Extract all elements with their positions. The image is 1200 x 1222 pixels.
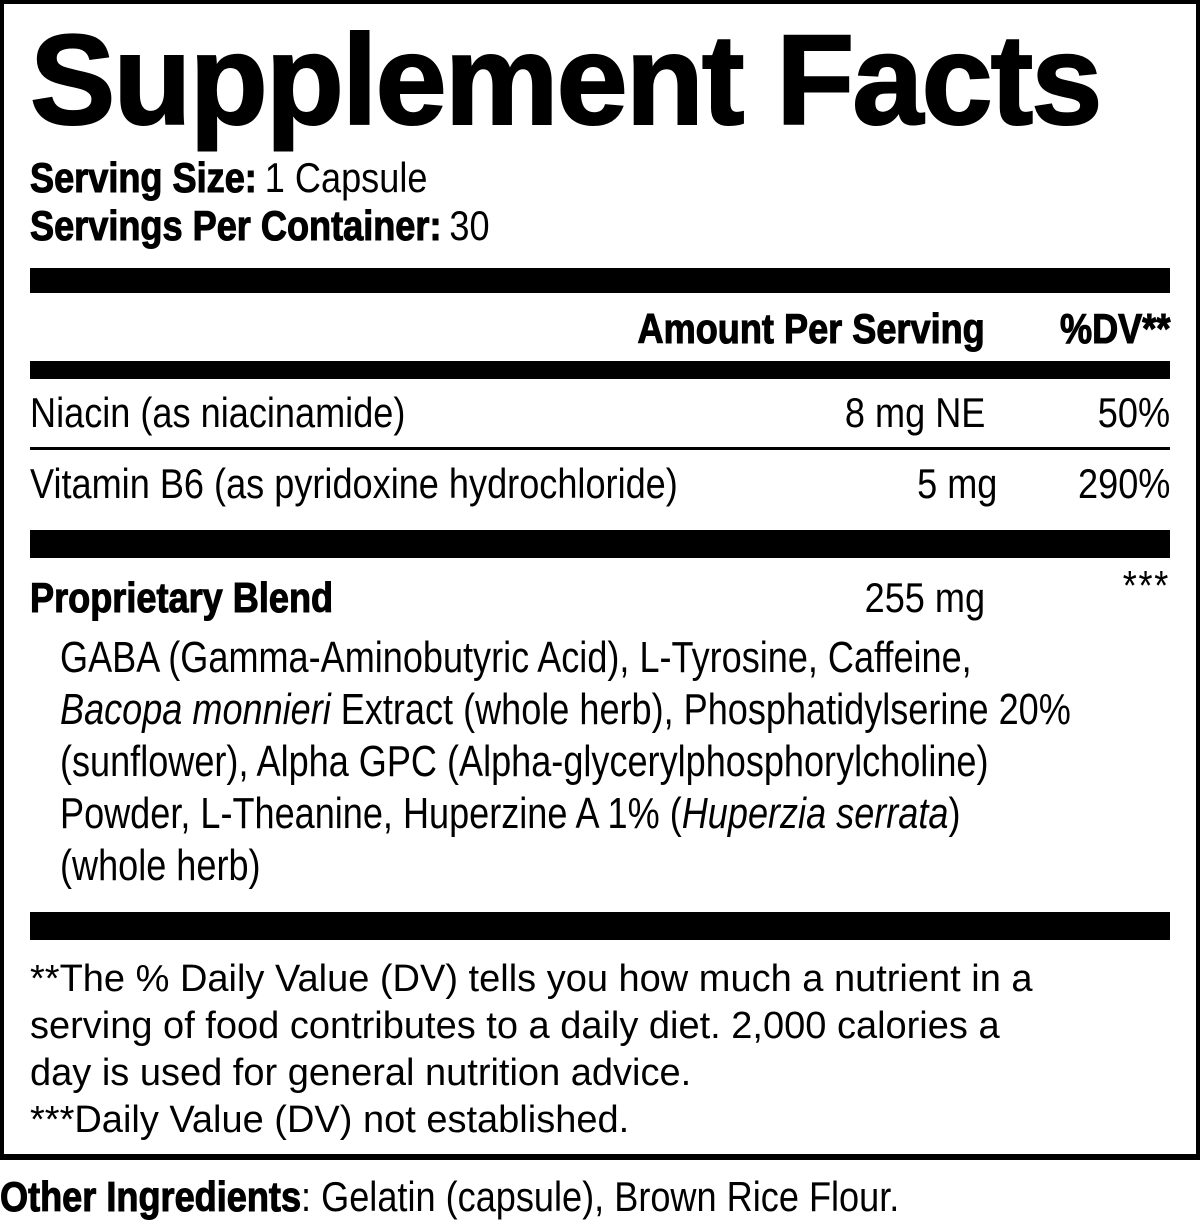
footnote-line: ***Daily Value (DV) not established. [30,1099,630,1141]
nutrient-name-cell [30,460,783,508]
nutrient-dv: 50% [1097,389,1170,436]
nutrient-row-vitamin-b6 [30,447,1170,518]
amount-header-cell [581,305,985,353]
column-header-row [30,293,1170,361]
blend-description-line: Powder, L-Theanine, Huperzine A 1% (Huperzia serrata) [60,789,961,838]
servings-per-container-value: 30 [449,202,490,249]
blend-description-line: Bacopa monnieri Extract (whole herb), Phosphatidylserine 20% [60,685,1071,734]
serving-size-line [30,154,1170,202]
nutrient-dv-cell [998,460,1170,508]
footnote-line: serving of food contributes to a daily diet. 2,000 calories a [30,1005,1000,1047]
serving-info [30,154,1170,250]
servings-per-container-line [30,202,1170,250]
thick-divider-top [30,268,1170,293]
thick-divider-header [30,361,1170,379]
amount-per-serving-header: Amount Per Serving [637,305,985,352]
thick-divider-footnote [30,912,1170,940]
blend-description-line: (sunflower), Alpha GPC (Alpha-glycerylphosphorylcholine) [60,737,989,786]
blend-amount-cell [755,574,985,622]
nutrient-name-cell [30,389,755,437]
blend-amount: 255 mg [864,574,985,621]
nutrient-row-niacin [30,379,1170,447]
nutrient-name: Niacin (as niacinamide) [30,389,406,436]
blend-description-line: (whole herb) [60,841,261,890]
nutrient-dv: 290% [1077,460,1170,507]
nutrient-name: Vitamin B6 (as pyridoxine hydrochloride) [30,460,678,507]
blend-dv-cell [985,562,1170,622]
other-ingredients-label: Other Ingredients [0,1173,302,1220]
percent-dv-header: %DV** [1059,305,1170,352]
nutrient-amount: 8 mg NE [844,389,985,436]
thick-divider-blend [30,530,1170,558]
nutrient-amount: 5 mg [917,460,998,507]
footnote-section [30,940,1170,1154]
page-title: Supplement Facts [30,9,1101,152]
servings-per-container-label: Servings Per Container: [30,202,442,249]
blend-dv-stars: *** [1122,562,1170,609]
blend-description [60,632,1170,892]
serving-size-value: 1 Capsule [264,154,428,201]
footnote-line: day is used for general nutrition advice. [30,1052,692,1094]
other-ingredients-line [0,1174,1200,1220]
nutrient-dv-cell [985,389,1170,437]
other-ingredients-text: : Gelatin (capsule), Brown Rice Flour. [301,1173,900,1220]
blend-name-cell [30,574,755,622]
nutrient-amount-cell [783,460,997,508]
blend-name: Proprietary Blend [30,574,334,621]
footnote-line: **The % Daily Value (DV) tells you how much a nutrient in a [30,958,1033,1000]
dv-header-cell [985,305,1170,353]
proprietary-blend-row [30,558,1170,622]
serving-size-label: Serving Size: [30,154,257,201]
blend-description-line: GABA (Gamma-Aminobutyric Acid), L-Tyrosine, Caffeine, [60,633,972,682]
nutrient-amount-cell [755,389,985,437]
